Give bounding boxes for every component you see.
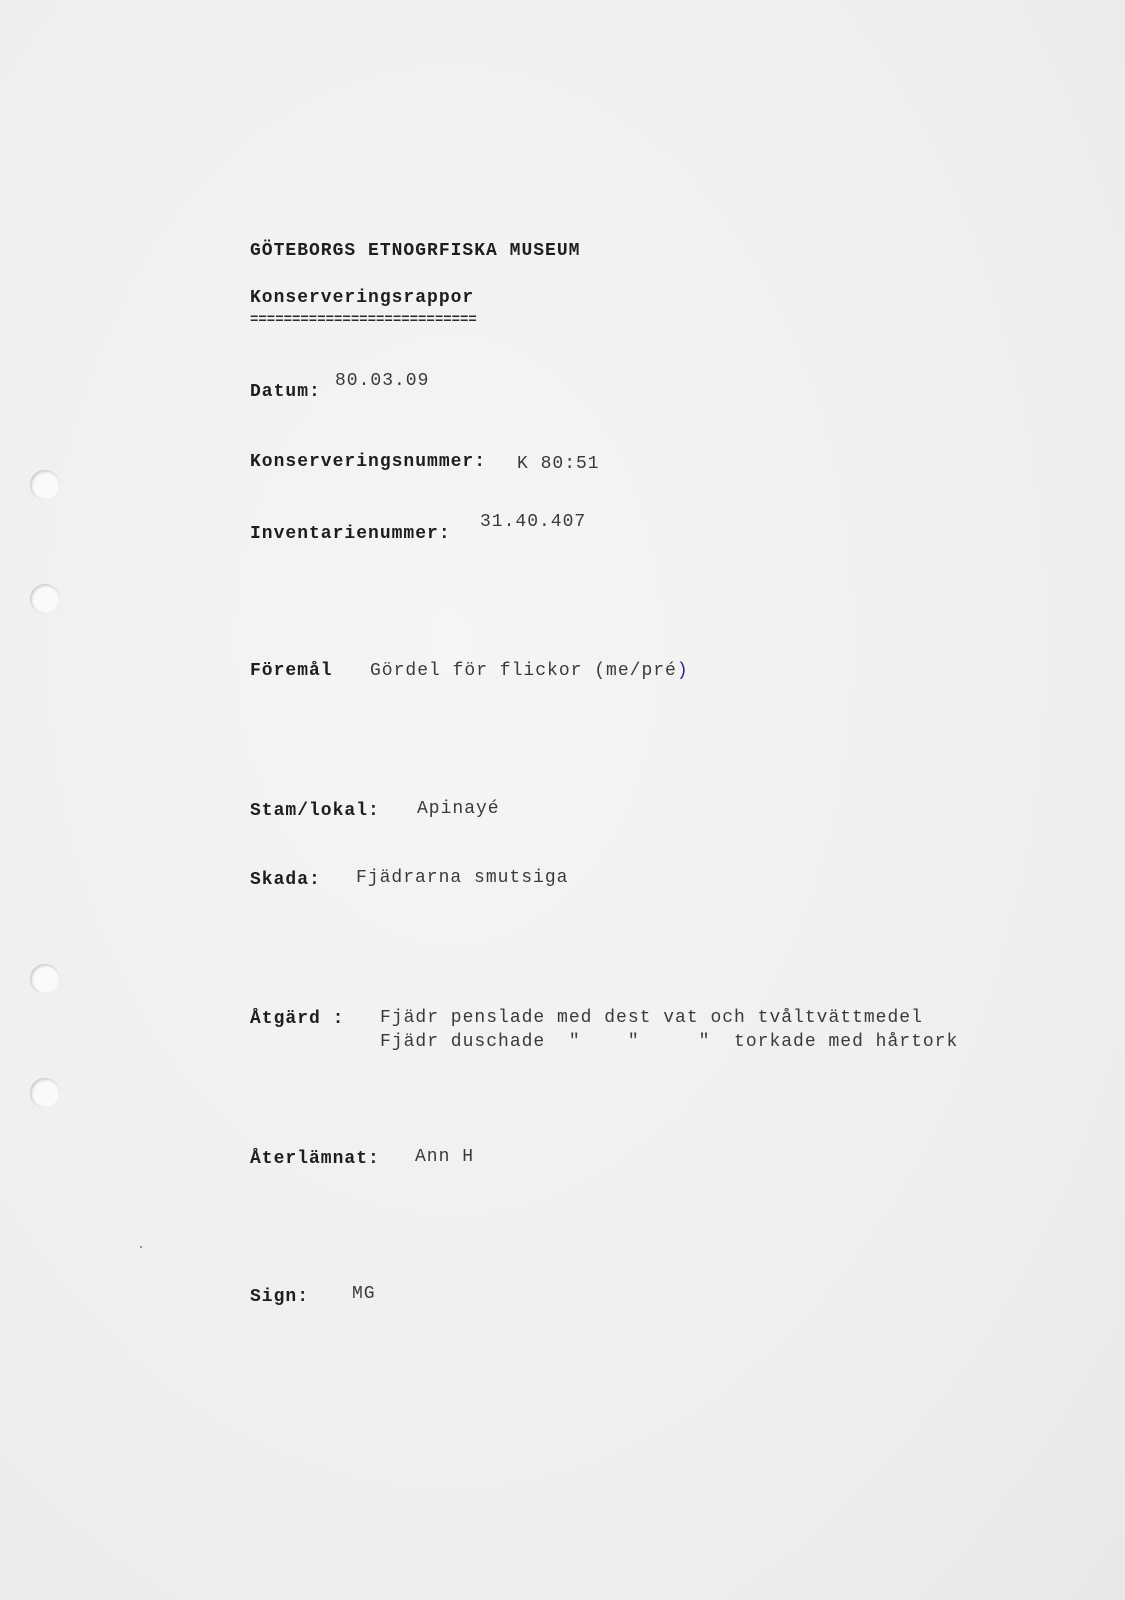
skada-value: Fjädrarna smutsiga	[356, 868, 569, 888]
atgard-label: Åtgärd :	[250, 1009, 345, 1029]
punch-hole	[30, 964, 60, 994]
sign-value: MG	[352, 1284, 376, 1304]
konserveringsnummer-value: K 80:51	[517, 454, 600, 474]
punch-hole	[30, 470, 60, 500]
document-title: Konserveringsrappor	[250, 288, 475, 308]
ink-speck	[140, 1246, 142, 1248]
aterlamnat-value: Ann H	[415, 1147, 475, 1167]
skada-label: Skada:	[250, 870, 321, 890]
sign-label: Sign:	[250, 1287, 310, 1307]
foremal-label: Föremål	[250, 661, 333, 681]
datum-value: 80.03.09	[335, 371, 430, 391]
stam-lokal-value: Apinayé	[417, 799, 500, 819]
stam-lokal-label: Stam/lokal:	[250, 801, 380, 821]
foremal-value-text: Gördel för flickor (me/pré	[370, 661, 677, 681]
museum-name: GÖTEBORGS ETNOGRFISKA MUSEUM	[250, 241, 581, 261]
atgard-line-1: Fjädr penslade med dest vat och tvåltvättmedel	[380, 1008, 923, 1028]
aterlamnat-label: Återlämnat:	[250, 1149, 380, 1169]
foremal-closing-paren: )	[676, 661, 689, 681]
inventarienummer-label: Inventarienummer:	[250, 524, 451, 544]
atgard-line-2: Fjädr duschade " " " torkade med hårtork	[380, 1032, 959, 1052]
inventarienummer-value: 31.40.407	[480, 512, 587, 532]
foremal-value	[370, 661, 689, 681]
konserveringsnummer-label: Konserveringsnummer:	[250, 452, 487, 472]
datum-label: Datum:	[250, 382, 321, 402]
title-underline: ===========================	[250, 312, 477, 328]
punch-hole	[30, 584, 60, 614]
punch-hole	[30, 1078, 60, 1108]
